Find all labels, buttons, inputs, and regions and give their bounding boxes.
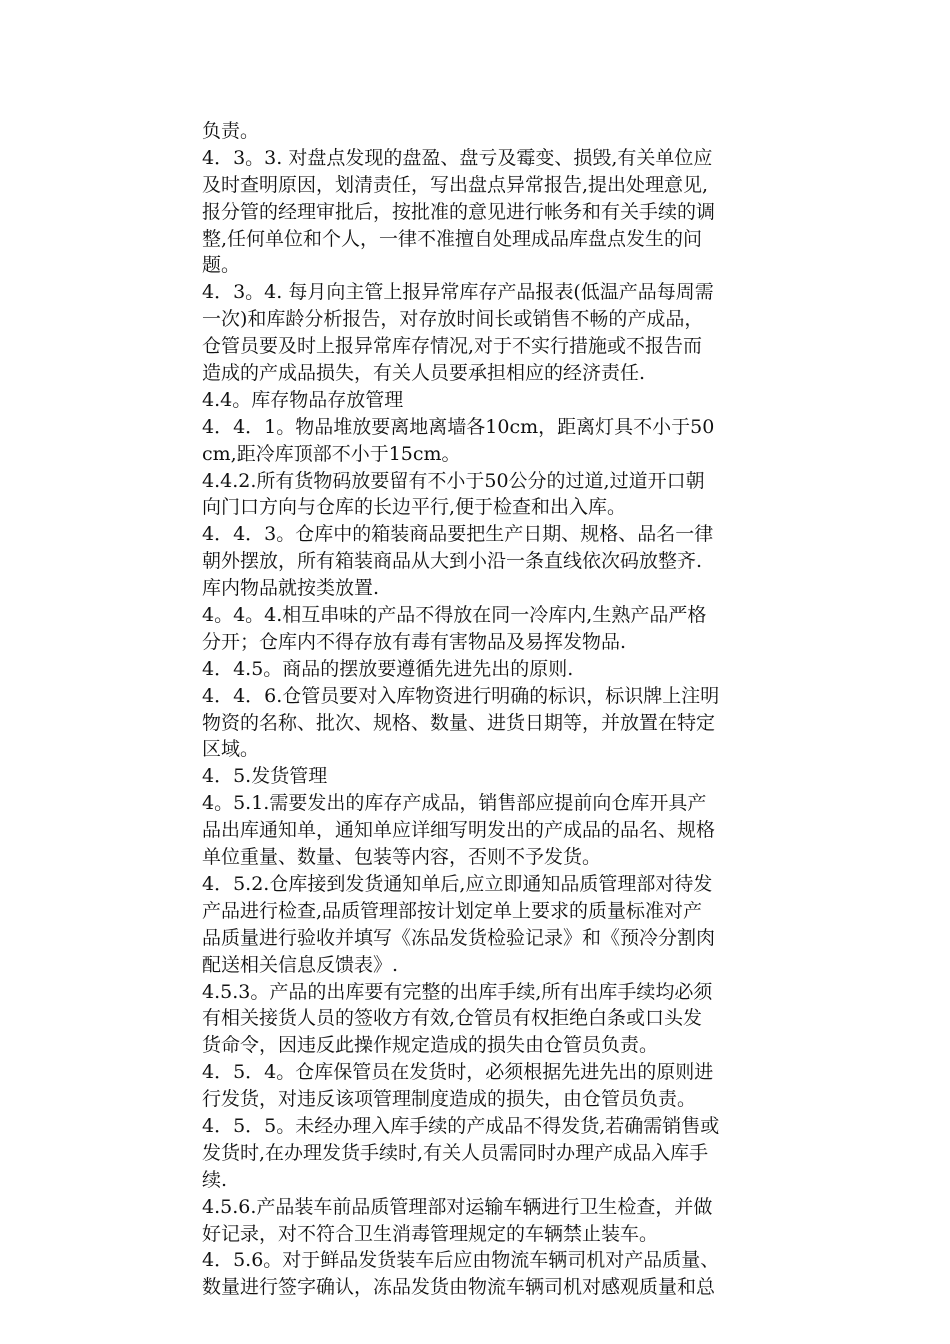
document-body (202, 118, 812, 1301)
text-line: 4．5．4。仓库保管员在发货时，必须根据先进先出的原则进 (202, 1061, 714, 1084)
text-line: 4．4．6.仓管员要对入库物资进行明确的标识，标识牌上注明 (202, 684, 720, 707)
text-line: 4.4.2.所有货物码放要留有不小于50公分的过道,过道开口朝 (202, 469, 705, 492)
section-heading: 4.4。库存物品存放管理 (202, 388, 404, 411)
text-line: 发货时,在办理发货手续时,有关人员需同时办理产成品入库手 (202, 1141, 709, 1164)
text-line: 朝外摆放，所有箱装商品从大到小沿一条直线依次码放整齐. (202, 550, 703, 573)
text-line: 及时查明原因，划清责任，写出盘点异常报告,提出处理意见, (202, 173, 709, 196)
text-line: 报分管的经理审批后，按批准的意见进行帐务和有关手续的调 (202, 200, 716, 223)
text-line: 好记录，对不符合卫生消毒管理规定的车辆禁止装车。 (202, 1222, 659, 1245)
text-line: 品质量进行验收并填写《冻品发货检验记录》和《预冷分割肉 (202, 926, 716, 949)
text-line: 4．3。4. 每月向主管上报异常库存产品报表(低温产品每周需 (202, 281, 714, 304)
text-line: 4．3。3. 对盘点发现的盘盈、盘亏及霉变、损毁,有关单位应 (202, 146, 713, 169)
text-line: 分开；仓库内不得存放有毒有害物品及易挥发物品. (202, 630, 627, 653)
text-line: 品出库通知单，通知单应详细写明发出的产成品的品名、规格 (202, 819, 716, 842)
text-line: 4.5.6.产品装车前品质管理部对运输车辆进行卫生检查，并做 (202, 1195, 713, 1218)
text-line: 向门口方向与仓库的长边平行,便于检查和出入库。 (202, 496, 627, 519)
text-line: 续. (202, 1168, 228, 1191)
text-line: 单位重量、数量、包装等内容，否则不予发货。 (202, 846, 602, 869)
text-line: 数量进行签字确认，冻品发货由物流车辆司机对感观质量和总 (202, 1276, 716, 1299)
text-line: 负责。 (202, 120, 260, 142)
text-line: 区域。 (202, 738, 260, 761)
text-line: 整,任何单位和个人，一律不准擅自处理成品库盘点发生的问 (202, 227, 703, 250)
text-line: 题。 (202, 254, 241, 277)
text-line: 4．5．5。未经办理入库手续的产成品不得发货,若确需销售或 (202, 1114, 720, 1137)
text-line: 货命令，因违反此操作规定造成的损失由仓管员负责。 (202, 1034, 659, 1057)
text-line: 4.5.3。产品的出库要有完整的出库手续,所有出库手续均必须 (202, 980, 713, 1003)
text-line: 4．4．1。物品堆放要离地离墙各10cm，距离灯具不小于50 (202, 415, 715, 438)
text-line: 4。5.1.需要发出的库存产成品，销售部应提前向仓库开具产 (202, 792, 707, 815)
text-line: 一次)和库龄分析报告，对存放时间长或销售不畅的产成品， (202, 308, 704, 331)
text-line: 4．5.6。对于鲜品发货装车后应由物流车辆司机对产品质量、 (202, 1249, 720, 1272)
text-line: 行发货，对违反该项管理制度造成的损失，由仓管员负责。 (202, 1088, 697, 1111)
text-line: 造成的产成品损失，有关人员要承担相应的经济责任. (202, 362, 646, 385)
text-line: 4．4．3。仓库中的箱装商品要把生产日期、规格、品名一律 (202, 523, 714, 546)
text-line: 4．4.5。商品的摆放要遵循先进先出的原则. (202, 657, 574, 680)
text-line: 产品进行检查,品质管理部按计划定单上要求的质量标准对产 (202, 899, 703, 922)
text-line: cm,距冷库顶部不小于15cm。 (202, 442, 461, 465)
text-line: 4．5.2.仓库接到发货通知单后,应立即通知品质管理部对待发 (202, 872, 713, 895)
text-line: 有相关接货人员的签收方有效,仓管员有权拒绝白条或口头发 (202, 1007, 703, 1030)
text-line: 库内物品就按类放置. (202, 577, 380, 600)
section-heading: 4．5.发货管理 (202, 765, 328, 788)
text-line: 物资的名称、批次、规格、数量、进货日期等，并放置在特定 (202, 711, 716, 734)
text-line: 配送相关信息反馈表》. (202, 953, 399, 976)
text-line: 仓管员要及时上报异常库存情况,对于不实行措施或不报告而 (202, 335, 703, 358)
text-line: 4。4。4.相互串味的产品不得放在同一冷库内,生熟产品严格 (202, 604, 707, 627)
